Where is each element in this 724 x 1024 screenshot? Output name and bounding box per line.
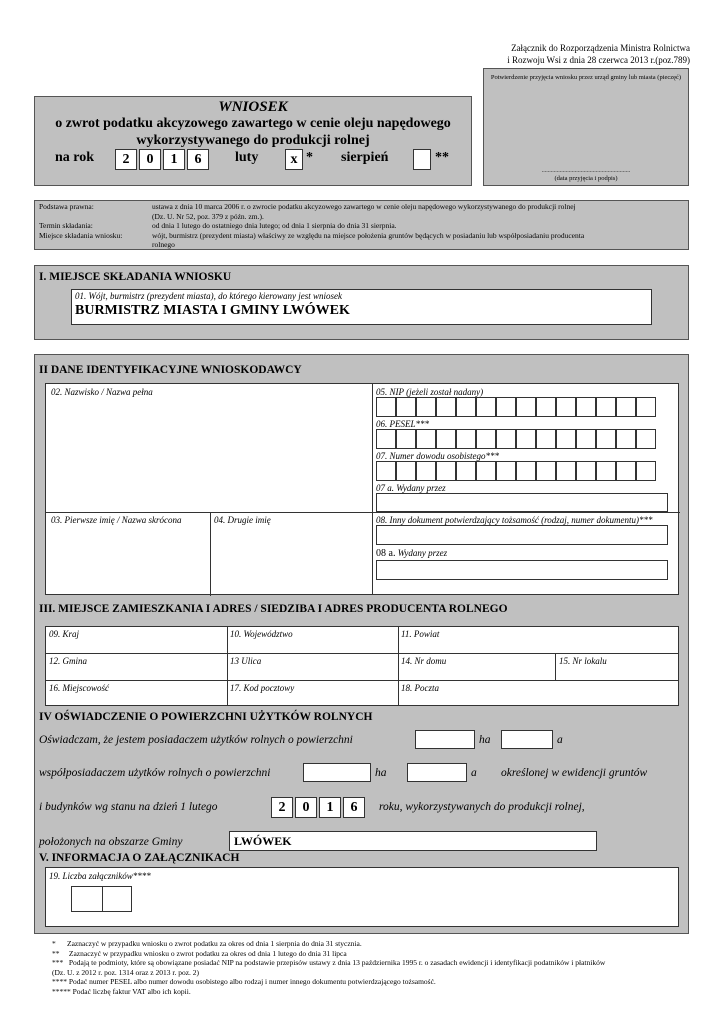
nip-box[interactable] xyxy=(596,397,616,417)
confirmation-dots: ........................................................... xyxy=(541,168,631,174)
id-number-box[interactable] xyxy=(636,461,656,481)
nip-box[interactable] xyxy=(636,397,656,417)
pesel-box[interactable] xyxy=(636,429,656,449)
field-10-label: 10. Województwo xyxy=(230,629,293,639)
pesel-box[interactable] xyxy=(556,429,576,449)
footnotes xyxy=(52,939,692,996)
footnote-6: ***** Podać liczbę faktur VAT albo ich kopii. xyxy=(52,986,191,996)
address-grid xyxy=(45,626,679,706)
gmina-input[interactable] xyxy=(229,831,597,851)
luty-star: * xyxy=(306,150,313,165)
nip-box[interactable] xyxy=(416,397,436,417)
a-label-2: a xyxy=(471,767,477,779)
annex-line-2: i Rozwoju Wsi z dnia 28 czerwca 2013 r.(poz.789) xyxy=(507,55,690,65)
footnote-3: *** Podają te podmioty, które są obowiązane posiadać NIP na podstawie przepisów ustawy z dnia 13 października 1995 r. o zasadach ewidencji i identyfikacji podatników i płatników xyxy=(52,958,606,967)
statement-year-digit-3[interactable]: 1 xyxy=(319,797,341,818)
section-4-title: IV OŚWIADCZENIE O POWIERZCHNI UŻYTKÓW ROLNYCH xyxy=(39,711,373,723)
address-col-divider-2 xyxy=(398,627,399,705)
pesel-box[interactable] xyxy=(576,429,596,449)
legal-value-1: ustawa z dnia 10 marca 2006 r. o zwrocie podatku akcyzowego zawartego w cenie oleju napędowego wykorzystywanego do produkcji rolnej xyxy=(152,202,576,211)
year-digit-4[interactable]: 6 xyxy=(187,149,209,170)
year-digit-1[interactable]: 2 xyxy=(115,149,137,170)
legal-value-2: (Dz. U. Nr 52, poz. 379 z późn. zm.). xyxy=(152,211,264,221)
title-box xyxy=(34,96,472,186)
field-11-label: 11. Powiat xyxy=(401,629,440,639)
field-08a-input[interactable] xyxy=(376,560,668,580)
nip-box[interactable] xyxy=(476,397,496,417)
legal-box xyxy=(34,200,689,250)
area-ha-input-1[interactable] xyxy=(415,730,475,749)
nip-box[interactable] xyxy=(396,397,416,417)
pesel-box[interactable] xyxy=(376,429,396,449)
area-a-input-2[interactable] xyxy=(407,763,467,782)
section-3-title: III. MIEJSCE ZAMIESZKANIA I ADRES / SIEDZIBA I ADRES PRODUCENTA ROLNEGO xyxy=(39,603,508,615)
footnote-4: (Dz. U. z 2012 r. poz. 1314 oraz z 2013 r. poz. 2) xyxy=(52,967,200,977)
sierpien-star: ** xyxy=(435,150,449,165)
legal-value-5: rolnego xyxy=(152,240,175,249)
title-wniosek: WNIOSEK xyxy=(218,99,288,115)
footnote-1: * Zaznaczyć w przypadku wniosku o zwrot podatku za okres od dnia 1 sierpnia do dnia 31 stycznia. xyxy=(52,939,362,948)
address-row-divider-2 xyxy=(46,680,678,681)
id-number-box[interactable] xyxy=(556,461,576,481)
section-5-title: V. INFORMACJA O ZAŁĄCZNIKACH xyxy=(39,852,240,864)
section-2-title: II DANE IDENTYFIKACYJNE WNIOSKODAWCY xyxy=(39,364,302,376)
pesel-box[interactable] xyxy=(536,429,556,449)
nip-box[interactable] xyxy=(556,397,576,417)
pesel-box[interactable] xyxy=(476,429,496,449)
confirmation-box xyxy=(483,68,689,186)
field-08-label: 08. Inny dokument potwierdzający tożsamość (rodzaj, numer dokumentu)*** xyxy=(376,515,653,525)
legal-label-3: Termin składania: xyxy=(39,221,93,230)
attachments-count-digit-2[interactable] xyxy=(102,886,132,912)
confirmation-text: Potwierdzenie przyjęcia wniosku przez urząd gminy lub miasta (pieczęć) xyxy=(490,74,682,81)
identity-divider xyxy=(372,384,373,594)
field-01[interactable] xyxy=(71,289,652,325)
identity-grid xyxy=(45,383,679,595)
identity-left-vdivider xyxy=(210,512,211,596)
id-number-box[interactable] xyxy=(536,461,556,481)
sierpien-label: sierpień xyxy=(341,150,389,165)
nip-box[interactable] xyxy=(456,397,476,417)
year-digit-2[interactable]: 0 xyxy=(139,149,161,170)
pesel-box[interactable] xyxy=(516,429,536,449)
field-03-label: 03. Pierwsze imię / Nazwa skrócona xyxy=(51,515,182,525)
field-07a-label: 07 a. Wydany przez xyxy=(376,483,446,493)
field-16-label: 16. Miejscowość xyxy=(49,683,109,693)
field-02-label: 02. Nazwisko / Nazwa pełna xyxy=(51,387,153,397)
address-col-divider-1 xyxy=(227,627,228,705)
ha-label-2: ha xyxy=(375,767,387,779)
id-number-box[interactable] xyxy=(376,461,396,481)
legal-labels xyxy=(39,202,122,240)
nip-box[interactable] xyxy=(496,397,516,417)
field-08a-text: Wydany przez xyxy=(397,548,448,558)
title-line-2: o zwrot podatku akcyzowego zawartego w cenie oleju napędowego xyxy=(55,116,451,131)
identity-left-hdivider xyxy=(46,512,372,513)
field-18-label: 18. Poczta xyxy=(401,683,439,693)
id-number-box[interactable] xyxy=(576,461,596,481)
nip-box[interactable] xyxy=(536,397,556,417)
statement-line-2: współposiadaczem użytków rolnych o powierzchni xyxy=(39,767,271,779)
statement-line-1: Oświadczam, że jestem posiadaczem użytków rolnych o powierzchni xyxy=(39,734,353,746)
field-12-label: 12. Gmina xyxy=(49,656,87,666)
confirmation-date-sign: (data przyjęcia i podpis) xyxy=(554,175,618,182)
statement-line-3b: roku, wykorzystywanych do produkcji rolnej, xyxy=(379,801,585,813)
id-number-boxes[interactable] xyxy=(376,461,656,481)
a-label-1: a xyxy=(557,734,563,746)
pesel-box[interactable] xyxy=(456,429,476,449)
luty-label: luty xyxy=(235,150,259,165)
legal-label-1: Podstawa prawna: xyxy=(39,202,94,211)
legal-label-4: Miejsce składania wniosku: xyxy=(39,230,123,240)
pesel-box[interactable] xyxy=(436,429,456,449)
ha-label-1: ha xyxy=(479,734,491,746)
pesel-box[interactable] xyxy=(596,429,616,449)
gmina-value: LWÓWEK xyxy=(234,834,292,848)
area-ha-input-2[interactable] xyxy=(303,763,371,782)
id-number-box[interactable] xyxy=(416,461,436,481)
legal-label-2 xyxy=(39,212,122,222)
id-number-box[interactable] xyxy=(436,461,456,481)
legal-value-3: od dnia 1 lutego do ostatniego dnia lutego; od dnia 1 sierpnia do dnia 31 sierpnia. xyxy=(152,221,397,230)
pesel-box[interactable] xyxy=(496,429,516,449)
address-row-divider-1 xyxy=(46,653,678,654)
footnote-5: **** Podać numer PESEL albo numer dowodu osobistego albo rodzaj i numer innego dokumentu potwierdzającego tożsamość. xyxy=(52,977,436,986)
field-15-label: 15. Nr lokalu xyxy=(559,656,607,666)
section-2-5-container xyxy=(34,354,689,934)
field-08a-number: 08 a. xyxy=(376,548,396,559)
field-14-label: 14. Nr domu xyxy=(401,656,447,666)
id-number-box[interactable] xyxy=(516,461,536,481)
nip-box[interactable] xyxy=(376,397,396,417)
annex-line-1: Załącznik do Rozporządzenia Ministra Rolnictwa xyxy=(511,43,690,53)
field-09-label: 09. Kraj xyxy=(49,629,80,639)
field-07-label: 07. Numer dowodu osobistego*** xyxy=(376,451,500,461)
statement-year-digit-1[interactable]: 2 xyxy=(271,797,293,818)
nip-box[interactable] xyxy=(516,397,536,417)
sierpien-checkbox[interactable] xyxy=(413,149,431,170)
id-number-box[interactable] xyxy=(476,461,496,481)
field-06-label: 06. PESEL*** xyxy=(376,419,429,429)
id-number-box[interactable] xyxy=(496,461,516,481)
id-number-box[interactable] xyxy=(396,461,416,481)
legal-value-4: wójt, burmistrz (prezydent miasta) właściwy ze względu na miejsce położenia gruntów będących w posiadaniu lub współposiadaniu producenta xyxy=(152,230,585,240)
pesel-box[interactable] xyxy=(396,429,416,449)
nip-box[interactable] xyxy=(436,397,456,417)
area-a-input-1[interactable] xyxy=(501,730,553,749)
field-07a-input[interactable] xyxy=(376,493,668,512)
field-04-label: 04. Drugie imię xyxy=(214,515,271,525)
field-01-label: 01. Wójt, burmistrz (prezydent miasta), do którego kierowany jest wniosek xyxy=(75,291,342,301)
legal-values xyxy=(152,202,684,250)
statement-line-2b: określonej w ewidencji gruntów xyxy=(501,767,648,779)
annex-note xyxy=(470,42,690,66)
footnote-2: ** Zaznaczyć w przypadku wniosku o zwrot podatku za okres od dnia 1 lutego do dnia 31 lipca xyxy=(52,948,347,958)
attachments-count-digit-1[interactable] xyxy=(71,886,103,912)
field-08a-label xyxy=(376,548,447,559)
field-17-label: 17. Kod pocztowy xyxy=(230,683,295,693)
id-number-box[interactable] xyxy=(596,461,616,481)
nip-box[interactable] xyxy=(576,397,596,417)
statement-line-4: położonych na obszarze Gminy xyxy=(39,836,183,848)
field-05-label: 05. NIP (jeżeli został nadany) xyxy=(376,387,484,397)
nip-box[interactable] xyxy=(616,397,636,417)
statement-line-3: i budynków wg stanu na dzień 1 lutego xyxy=(39,801,218,813)
address-col-divider-3 xyxy=(555,653,556,680)
identity-right-hdivider xyxy=(372,512,680,513)
pesel-boxes[interactable] xyxy=(376,429,656,449)
statement-year-digit-4[interactable]: 6 xyxy=(343,797,365,818)
nip-boxes[interactable] xyxy=(376,397,656,417)
luty-checkbox[interactable]: x xyxy=(285,149,303,170)
na-rok-label: na rok xyxy=(55,150,95,165)
section-1 xyxy=(34,265,689,340)
id-number-box[interactable] xyxy=(616,461,636,481)
title-line-3: wykorzystywanego do produkcji rolnej xyxy=(136,133,370,148)
pesel-box[interactable] xyxy=(416,429,436,449)
field-08-input[interactable] xyxy=(376,525,668,545)
pesel-box[interactable] xyxy=(616,429,636,449)
id-number-box[interactable] xyxy=(456,461,476,481)
section-1-title: I. MIEJSCE SKŁADANIA WNIOSKU xyxy=(39,271,232,283)
year-digit-3[interactable]: 1 xyxy=(163,149,185,170)
field-13-label: 13 Ulica xyxy=(230,656,262,666)
field-01-value: BURMISTRZ MIASTA I GMINY LWÓWEK xyxy=(75,303,350,318)
field-19 xyxy=(45,867,679,927)
field-19-label: 19. Liczba załączników**** xyxy=(49,871,151,881)
statement-year-digit-2[interactable]: 0 xyxy=(295,797,317,818)
